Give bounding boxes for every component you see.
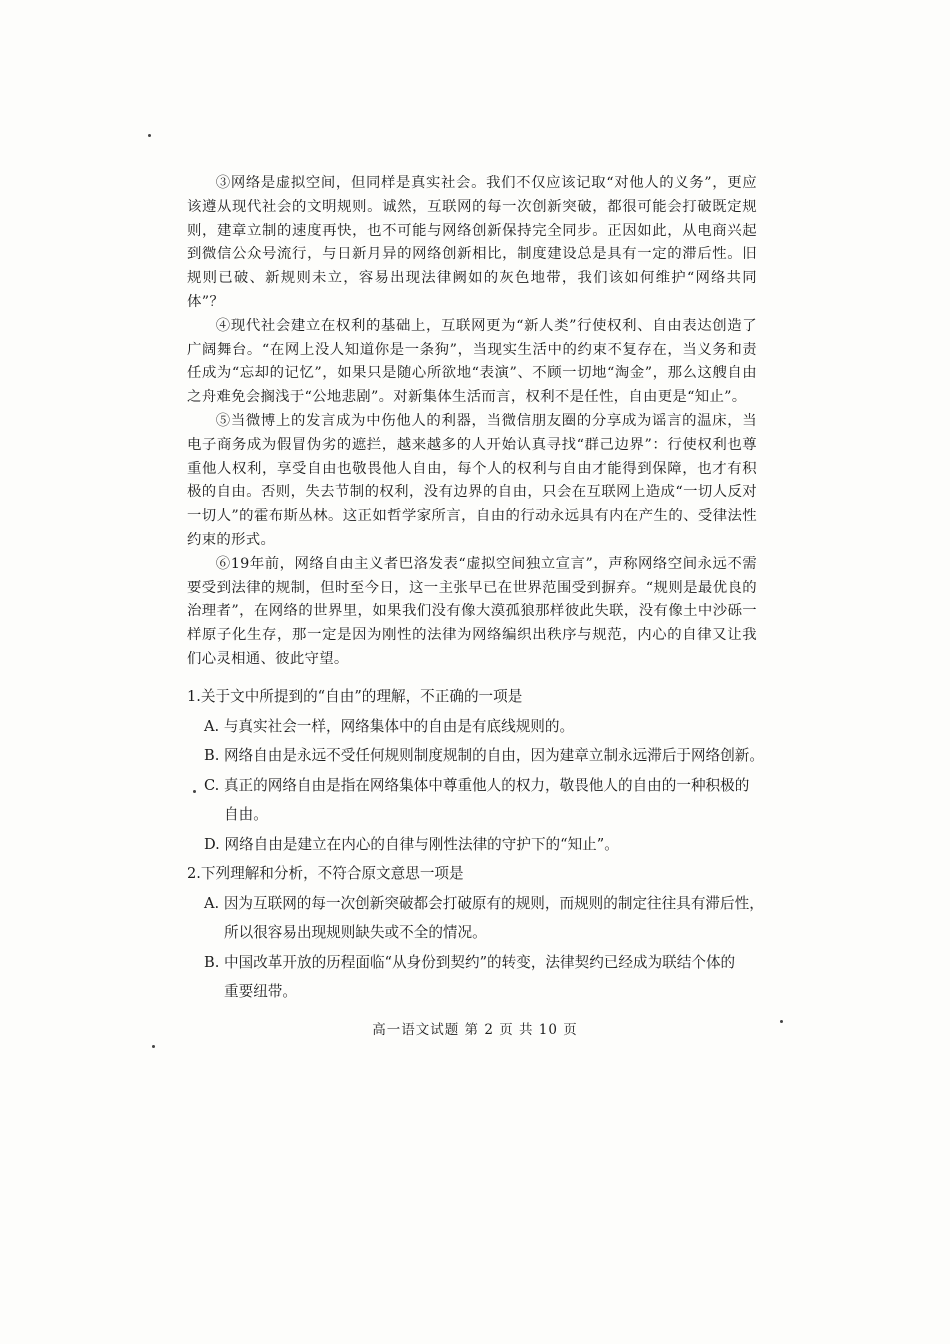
option-b bbox=[187, 741, 767, 771]
option-label: A. bbox=[204, 894, 220, 912]
question-stem: 2.下列理解和分析，不符合原文意思一项是 bbox=[187, 865, 464, 882]
question-stem: 1.关于文中所提到的“自由”的理解，不正确的一项是 bbox=[187, 688, 523, 705]
question-section bbox=[187, 682, 767, 1007]
scan-speck bbox=[152, 1045, 155, 1048]
question-1 bbox=[187, 682, 767, 859]
option-text-continued: 自由。 bbox=[224, 806, 268, 823]
option-text-continued: 所以很容易出现规则缺失或不全的情况。 bbox=[224, 924, 487, 941]
scan-speck bbox=[193, 790, 196, 793]
option-a bbox=[187, 889, 767, 948]
option-c bbox=[187, 771, 767, 830]
reading-passage bbox=[187, 172, 757, 672]
paragraph-5: ⑤当微博上的发言成为中伤他人的利器，当微信朋友圈的分享成为谣言的温床，当电子商务成为假冒伪劣的遮拦，越来越多的人开始认真寻找“群己边界”：行使权利也尊重他人权利，享受自由也敬畏他人自由，每个人的权利与自由才能得到保障，也才有积极的自由。否则，失去节制的权利，没有边界的自由，只会在互联网上造成“一切人反对一切人”的霍布斯丛林。这正如哲学家所言，自由的行动永远具有内在产生的、受律法性约束的形式。 bbox=[187, 412, 757, 548]
paragraph-4: ④现代社会建立在权利的基础上，互联网更为“新人类”行使权利、自由表达创造了广阔舞台。“在网上没人知道你是一条狗”，当现实生活中的约束不复存在，当义务和责任成为“忘却的记忆”，如果只是随心所欲地“表演”、不顾一切地“淘金”，那么这艘自由之舟难免会搁浅于“公地悲剧”。对新集体生活而言，权利不是任性，自由更是“知止”。 bbox=[187, 317, 757, 406]
footer-subject: 高一语文试题 bbox=[372, 1022, 460, 1038]
option-d bbox=[187, 830, 767, 860]
footer-total-pages: 共 10 页 bbox=[519, 1022, 578, 1038]
option-label: A. bbox=[204, 717, 220, 735]
option-label: D. bbox=[204, 835, 220, 853]
option-label: B. bbox=[204, 747, 220, 764]
scan-speck bbox=[780, 1020, 783, 1023]
option-label: C. bbox=[204, 776, 220, 794]
question-2 bbox=[187, 859, 767, 1007]
option-text: 网络自由是建立在内心的自律与刚性法律的守护下的“知止”。 bbox=[224, 835, 619, 853]
page-footer bbox=[0, 1018, 950, 1038]
option-text: 与真实社会一样，网络集体中的自由是有底线规则的。 bbox=[223, 717, 575, 735]
option-text: 真正的网络自由是指在网络集体中尊重他人的权力，敬畏他人的自由的一种积极的 bbox=[223, 776, 750, 794]
option-b bbox=[187, 948, 767, 1007]
option-text: 因为互联网的每一次创新突破都会打破原有的规则，而规则的制定往往具有滞后性， bbox=[223, 894, 764, 912]
paragraph-6: ⑥19年前，网络自由主义者巴洛发表“虚拟空间独立宣言”，声称网络空间永远不需要受到法律的规制，但时至今日，这一主张早已在世界范围受到摒弃。“规则是最优良的治理者”，在网络的世界里，如果我们没有像大漠孤狼那样彼此失联，没有像土中沙砾一样原子化生存，那一定是因为刚性的法律为网络编织出秩序与规范，内心的自律又让我们心灵相通、彼此守望。 bbox=[187, 555, 757, 667]
scan-speck bbox=[148, 134, 151, 137]
option-text: 中国改革开放的历程面临“从身份到契约”的转变，法律契约已经成为联结个体的 bbox=[224, 953, 736, 971]
option-label: B. bbox=[204, 953, 220, 971]
option-a bbox=[187, 712, 767, 742]
option-text-continued: 重要纽带。 bbox=[224, 983, 297, 1000]
footer-page-number: 第 2 页 bbox=[464, 1022, 514, 1038]
paragraph-3: ③网络是虚拟空间，但同样是真实社会。我们不仅应该记取“对他人的义务”，更应该遵从现代社会的文明规则。诚然，互联网的每一次创新突破，都很可能会打破既定规则，建章立制的速度再快，也不可能与网络创新保持完全同步。正因如此，从电商兴起到微信公众号流行，与日新月异的网络创新相比，制度建设总是具有一定的滞后性。旧规则已破、新规则未立，容易出现法律阙如的灰色地带，我们该如何维护“网络共同体”？ bbox=[187, 175, 757, 310]
option-text: 网络自由是永远不受任何规则制度规制的自由，因为建章立制永远滞后于网络创新。 bbox=[224, 747, 764, 764]
